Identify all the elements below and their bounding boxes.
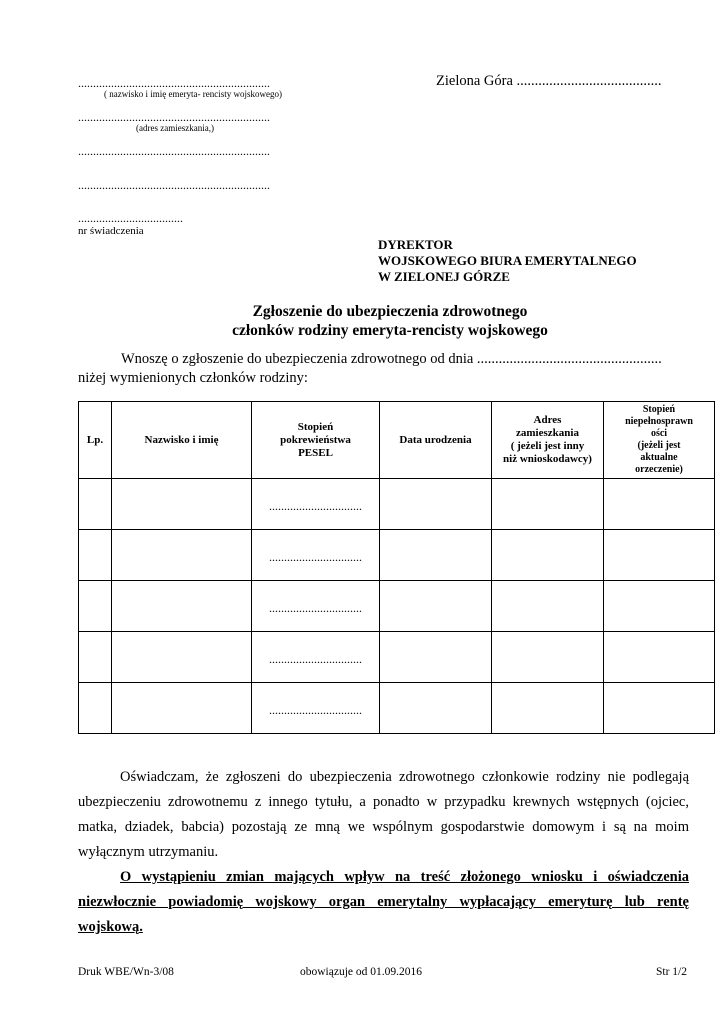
name-line[interactable]: ................................................................ — [78, 76, 270, 90]
cell-name[interactable] — [112, 632, 252, 683]
table-row — [79, 632, 715, 683]
header-relation-line: PESEL — [298, 446, 333, 459]
header-disability-line: orzeczenie) — [635, 464, 683, 475]
addressee — [378, 237, 637, 285]
cell-disability[interactable] — [604, 683, 715, 734]
header-disability-line: ości — [650, 428, 668, 439]
cell-address[interactable] — [492, 479, 604, 530]
benefit-number-line[interactable]: ................................... — [78, 211, 183, 225]
cell-birth-date[interactable] — [380, 632, 492, 683]
pesel-dots: ............................... — [269, 498, 362, 513]
title-line-2: członków rodziny emeryta-rencisty wojskowego — [232, 322, 548, 339]
header-disability-line: niepełnosprawn — [625, 416, 693, 427]
address-line[interactable]: ................................................................ — [78, 110, 270, 124]
cell-name[interactable] — [112, 479, 252, 530]
cell-disability[interactable] — [604, 530, 715, 581]
cell-name[interactable] — [112, 581, 252, 632]
address-label: (adres zamieszkania,) — [136, 123, 214, 133]
intro-line-2: niżej wymienionych członków rodziny: — [78, 370, 308, 386]
addressee-line-3: W ZIELONEJ GÓRZE — [378, 269, 510, 284]
cell-name[interactable] — [112, 530, 252, 581]
header-address-line: ( jeżeli jest inny — [510, 440, 585, 452]
table-header-row — [79, 402, 715, 479]
cell-address[interactable] — [492, 530, 604, 581]
header-lp: Lp. — [79, 402, 112, 479]
cell-relation[interactable] — [252, 479, 380, 530]
intro-line-1: Wnoszę o zgłoszenie do ubezpieczenia zdrowotnego od dnia ................................................... — [121, 351, 662, 367]
cell-relation[interactable] — [252, 683, 380, 734]
table-row — [79, 479, 715, 530]
cell-birth-date[interactable] — [380, 479, 492, 530]
name-label: ( nazwisko i imię emeryta- rencisty wojskowego) — [104, 89, 282, 99]
document-title — [0, 302, 724, 340]
header-address-line: Adres — [533, 414, 562, 426]
cell-name[interactable] — [112, 683, 252, 734]
header-address-line: niż wnioskodawcy) — [503, 453, 592, 465]
cell-lp[interactable] — [79, 683, 112, 734]
cell-birth-date[interactable] — [380, 581, 492, 632]
cell-lp[interactable] — [79, 581, 112, 632]
cell-relation[interactable] — [252, 632, 380, 683]
header-disability-line: Stopień — [642, 404, 676, 415]
benefit-number-label: nr świadczenia — [78, 225, 144, 237]
cell-address[interactable] — [492, 581, 604, 632]
pesel-dots: ............................... — [269, 549, 362, 564]
cell-lp[interactable] — [79, 632, 112, 683]
table-row — [79, 581, 715, 632]
header-name: Nazwisko i imię — [112, 402, 252, 479]
cell-disability[interactable] — [604, 632, 715, 683]
family-members-table — [78, 401, 715, 734]
addressee-line-2: WOJSKOWEGO BIURA EMERYTALNEGO — [378, 253, 637, 268]
header-disability-line: (jeżeli jest — [637, 440, 681, 451]
cell-relation[interactable] — [252, 581, 380, 632]
header-birth-date: Data urodzenia — [380, 402, 492, 479]
cell-relation[interactable] — [252, 530, 380, 581]
table-row — [79, 683, 715, 734]
statement-notice: O wystąpieniu zmian mających wpływ na treść złożonego wniosku i oświadczenia niezwłocznie powiadomię wojskowy organ emerytalny wypłacający emeryturę lub rentę wojskową. — [78, 869, 689, 935]
statement-text: Oświadczam, że zgłoszeni do ubezpieczenia zdrowotnego członkowie rodziny nie podlegają ubezpieczeniu zdrowotnemu z innego tytułu, a ponadto w przypadku krewnych wstępnych (ojciec, matka, dziadek, babcia) pozostają ze mną we wspólnym gospodarstwie domowym i są na moim wyłącznym utrzymaniu. — [78, 769, 689, 860]
cell-birth-date[interactable] — [380, 530, 492, 581]
pesel-dots: ............................... — [269, 702, 362, 717]
header-relation-line: pokrewieństwa — [280, 433, 351, 446]
address-line-2[interactable]: ................................................................ — [78, 144, 270, 158]
header-relation — [252, 402, 380, 479]
cell-lp[interactable] — [79, 479, 112, 530]
cell-lp[interactable] — [79, 530, 112, 581]
cell-address[interactable] — [492, 632, 604, 683]
cell-disability[interactable] — [604, 479, 715, 530]
header-relation-line: Stopień — [297, 420, 334, 433]
statement — [78, 765, 689, 940]
footer-page-number: Str 1/2 — [656, 966, 687, 978]
pesel-dots: ............................... — [269, 651, 362, 666]
cell-address[interactable] — [492, 683, 604, 734]
footer-form-id: Druk WBE/Wn-3/08 — [78, 966, 174, 978]
header-disability — [604, 402, 715, 479]
header-address-line: zamieszkania — [516, 427, 579, 439]
title-line-1: Zgłoszenie do ubezpieczenia zdrowotnego — [252, 303, 528, 320]
cell-disability[interactable] — [604, 581, 715, 632]
header-disability-line: aktualne — [640, 452, 678, 463]
header-address — [492, 402, 604, 479]
cell-birth-date[interactable] — [380, 683, 492, 734]
address-line-3[interactable]: ................................................................ — [78, 178, 270, 192]
addressee-line-1: DYREKTOR — [378, 237, 453, 252]
footer-valid-from: obowiązuje od 01.09.2016 — [300, 966, 423, 978]
table-row — [79, 530, 715, 581]
pesel-dots: ............................... — [269, 600, 362, 615]
place-date[interactable]: Zielona Góra ........................................ — [436, 73, 662, 89]
